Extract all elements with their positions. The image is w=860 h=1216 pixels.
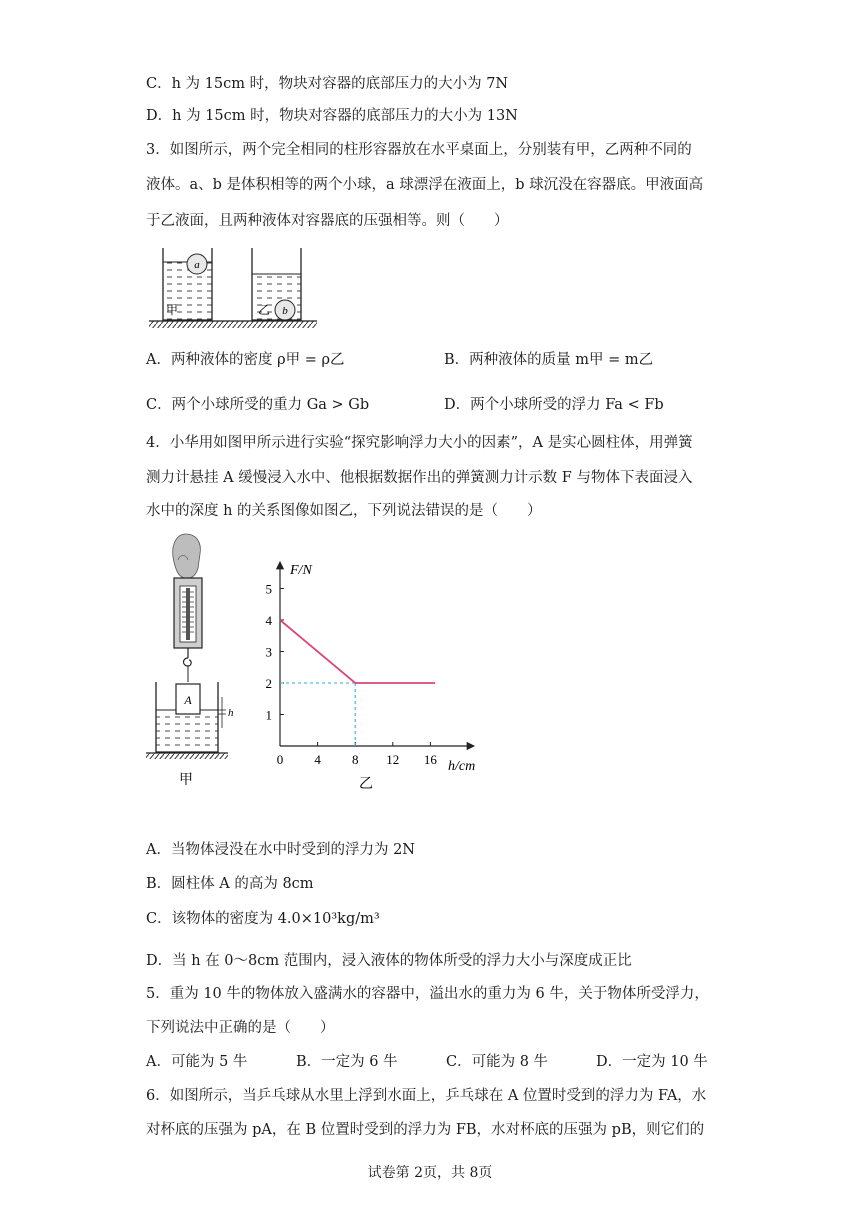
figure-caption-jia: 甲 bbox=[179, 773, 193, 788]
y-tick-label: 4 bbox=[265, 613, 272, 628]
hand-icon bbox=[173, 534, 201, 579]
x-tick-label: 12 bbox=[386, 752, 400, 767]
x-tick-label: 8 bbox=[351, 752, 359, 767]
y-axis-label: F/N bbox=[290, 563, 312, 578]
q3-option-a: A．两种液体的密度 ρ甲 = ρ乙 bbox=[146, 352, 345, 368]
q4-stem-line1: 4．小华用如图甲所示进行实验“探究影响浮力大小的因素”，A 是实心圆柱体，用弹簧 bbox=[146, 435, 693, 451]
q3-option-d: D．两个小球所受的浮力 Fa < Fb bbox=[444, 397, 664, 413]
q6-stem-line1: 6．如图所示，当乒乓球从水里上浮到水面上，乒乓球在 A 位置时受到的浮力为 FA，水 bbox=[146, 1088, 707, 1104]
label-jia: 甲 bbox=[166, 303, 179, 317]
x-axis-label: h/cm bbox=[448, 759, 476, 774]
q4-stem-line2: 测力计悬挂 A 缓慢浸入水中、他根据数据作出的弹簧测力计示数 F 与物体下表面浸入 bbox=[146, 470, 693, 486]
q3-stem-line1: 3．如图所示，两个完全相同的柱形容器放在水平桌面上，分别装有甲，乙两种不同的 bbox=[146, 142, 692, 158]
q3-containers-figure bbox=[146, 246, 318, 336]
y-tick-label: 3 bbox=[265, 644, 272, 660]
y-tick-label: 1 bbox=[265, 707, 272, 723]
q2-option-d: D．h 为 15cm 时，物块对容器的底部压力的大小为 13N bbox=[146, 108, 518, 124]
ball-b-label: b bbox=[282, 305, 288, 317]
q5-stem-line2: 下列说法中正确的是（ ） bbox=[146, 1020, 335, 1036]
q5-option-d: D．一定为 10 牛 bbox=[596, 1054, 708, 1070]
q4-stem-line3: 水中的深度 h 的关系图像如图乙，下列说法错误的是（ ） bbox=[146, 503, 542, 519]
q4-force-depth-chart bbox=[262, 556, 492, 796]
q5-option-c: C．可能为 8 牛 bbox=[446, 1054, 549, 1070]
q3-option-c: C．两个小球所受的重力 Ga > Gb bbox=[146, 397, 370, 413]
q4-option-d: D．当 h 在 0～8cm 范围内，浸入液体的物体所受的浮力大小与深度成正比 bbox=[146, 953, 632, 969]
q4-option-a: A．当物体浸没在水中时受到的浮力为 2N bbox=[146, 842, 415, 858]
x-tick-label: 4 bbox=[314, 752, 321, 767]
q3-stem-line3: 于乙液面，且两种液体对容器底的压强相等。则（ ） bbox=[146, 213, 509, 229]
q5-option-b: B．一定为 6 牛 bbox=[296, 1054, 398, 1070]
q4-option-b: B．圆柱体 A 的高为 8cm bbox=[146, 876, 314, 892]
q3-stem-line2: 液体。a、b 是体积相等的两个小球，a 球漂浮在液面上，b 球沉没在容器底。甲液面高 bbox=[146, 177, 704, 193]
y-tick-label: 2 bbox=[265, 676, 272, 691]
depth-label: h bbox=[228, 707, 234, 719]
q3-option-b: B．两种液体的质量 m甲 = m乙 bbox=[444, 352, 654, 368]
ball-a-label: a bbox=[194, 259, 200, 271]
q4-option-c: C．该物体的密度为 4.0×10³kg/m³ bbox=[146, 911, 380, 927]
q2-option-c: C．h 为 15cm 时，物块对容器的底部压力的大小为 7N bbox=[146, 76, 509, 92]
block-a-label: A bbox=[184, 693, 192, 707]
y-tick-label: 5 bbox=[265, 581, 272, 597]
hook-icon bbox=[184, 658, 192, 666]
x-tick-label: 16 bbox=[423, 752, 437, 767]
q4-spring-scale-figure bbox=[144, 532, 244, 792]
q6-stem-line2: 对杯底的压强为 pA，在 B 位置时受到的浮力为 FB，水对杯底的压强为 pB，则它们的 bbox=[146, 1122, 705, 1138]
label-yi: 乙 bbox=[258, 303, 271, 317]
force-depth-line bbox=[280, 620, 435, 683]
page-footer: 试卷第 2页，共 8页 bbox=[367, 1165, 493, 1181]
figure-caption-yi: 乙 bbox=[359, 777, 373, 792]
q5-option-a: A．可能为 5 牛 bbox=[146, 1054, 248, 1070]
q5-stem-line1: 5．重为 10 牛的物体放入盛满水的容器中，溢出水的重力为 6 牛，关于物体所受浮力， bbox=[146, 986, 709, 1002]
origin-tick-label: 0 bbox=[276, 752, 284, 767]
